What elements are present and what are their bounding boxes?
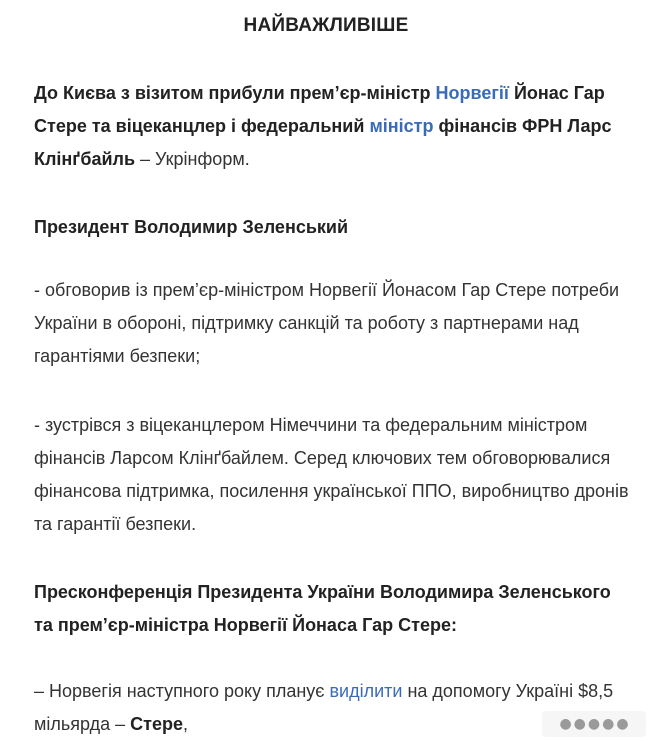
press-conference-heading: Пресконференція Президента України Володимира Зеленського та прем’єр-міністра Норвегії Йонаса Гар Стере:	[34, 582, 611, 635]
lead-text-2: Йонас Гар Стере та віцеканцлер і федеральний	[34, 83, 605, 136]
lead-text-1: До Києва з візитом прибули прем’єр-міністр	[34, 83, 436, 103]
speaker-name: Стере	[130, 714, 183, 734]
watermark	[542, 711, 646, 737]
norway-text-1: – Норвегія наступного року планує	[34, 681, 330, 701]
list-item: - зустрівся з віцеканцлером Німеччини та федеральним міністром фінансів Ларсом Клінґбайлем. Серед ключових тем обговорювалися фінансова підтримка, посилення української ППО, виробництво дронів та гарантії безпеки.	[34, 415, 629, 534]
lead-paragraph	[34, 77, 630, 176]
list-item: - обговорив із прем’єр-міністром Норвегії Йонасом Гар Стере потреби України в обороні, підтримку санкцій та роботу з партнерами над гарантіями безпеки;	[34, 280, 620, 366]
section-heading: НАЙВАЖЛИВІШЕ	[243, 15, 409, 36]
norway-paragraph	[34, 675, 630, 741]
allocate-link[interactable]: виділити	[329, 681, 403, 701]
norway-text-2: на допомогу Україні $8,5 мільярда –	[34, 681, 614, 734]
norway-text-3: ,	[182, 714, 188, 734]
president-heading: Президент Володимир Зеленський	[34, 217, 349, 237]
dot-icon: ●	[616, 716, 629, 732]
dot-icon: ●	[573, 716, 586, 732]
norway-link[interactable]: Норвегії	[435, 83, 509, 103]
lead-text-3: фінансів ФРН Ларс Клінґбайль	[34, 116, 612, 169]
dot-icon: ●	[587, 716, 601, 732]
minister-link[interactable]: міністр	[369, 116, 434, 136]
dot-icon: ●	[559, 716, 572, 732]
source-credit: – Укрінформ.	[135, 149, 250, 169]
dot-icon: ●	[602, 716, 615, 732]
